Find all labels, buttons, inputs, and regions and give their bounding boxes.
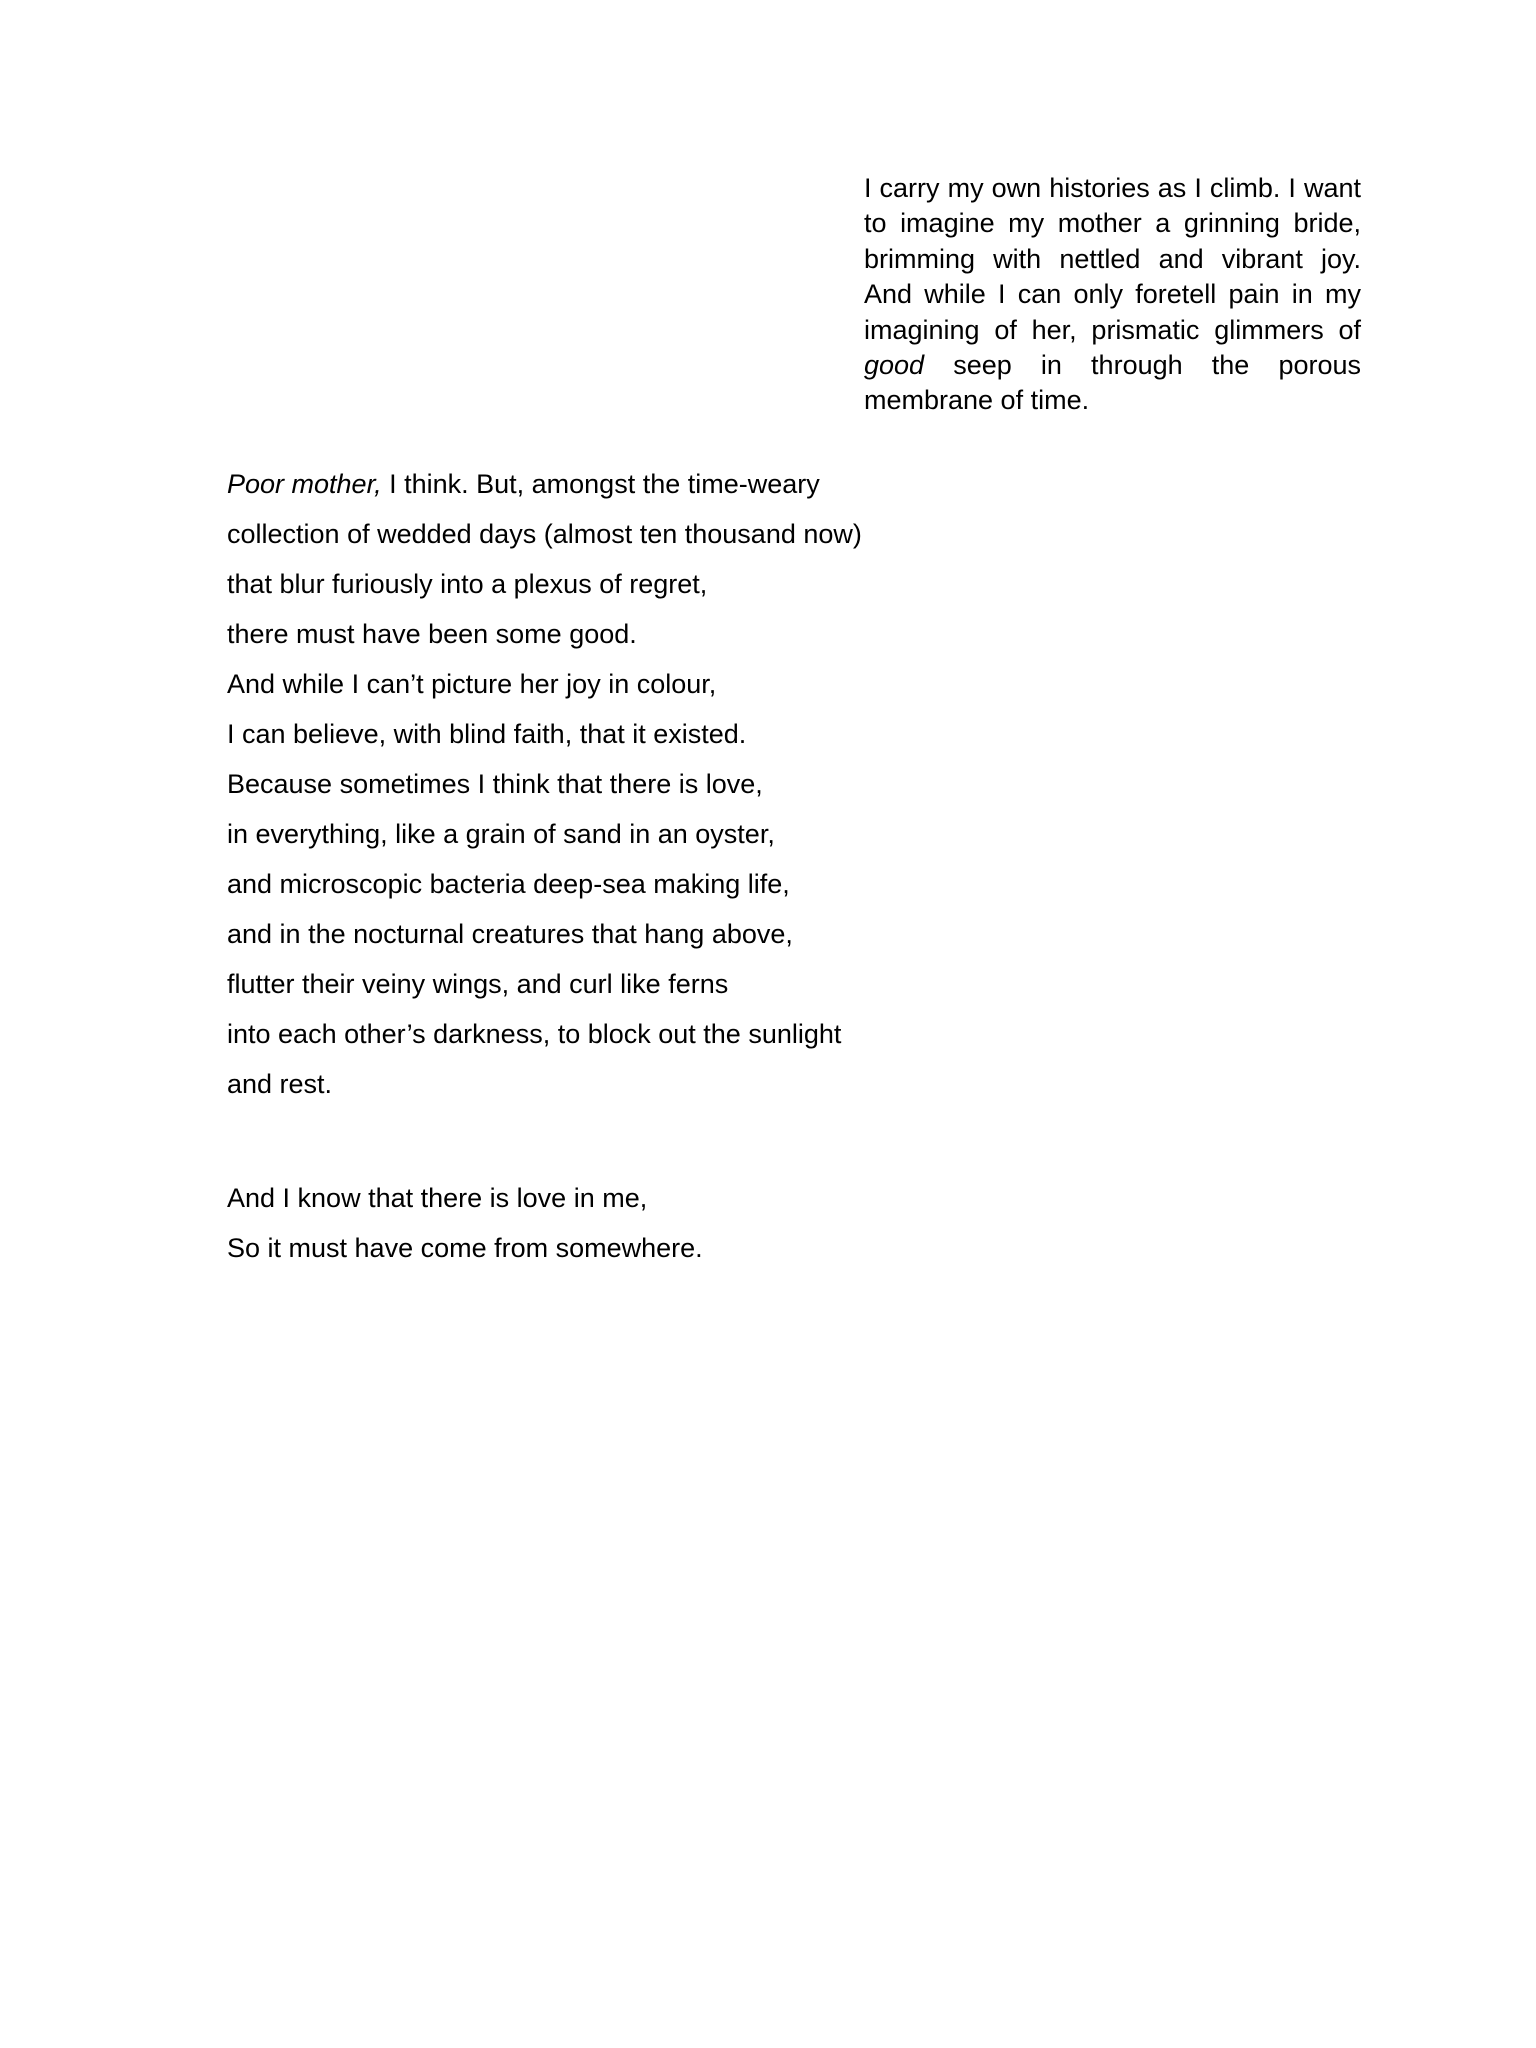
poem-stanza-1 (227, 459, 862, 1109)
poem-stanza-2 (227, 1173, 703, 1273)
poem-line: And I know that there is love in me, (227, 1183, 648, 1213)
poem-line-rest: I think. But, amongst the time-weary (381, 469, 820, 499)
poem-line: and rest. (227, 1069, 333, 1099)
prose-text-start: I carry my own histories as I climb. I want to imagine my mother a grinning bride, brimming with nettled and vibrant joy. And while I can only foretell pain in my imagining of her, prismatic glimmers of (864, 173, 1361, 345)
prose-paragraph (864, 171, 1361, 419)
poem-line: that blur furiously into a plexus of regret, (227, 569, 708, 599)
poem-line: And while I can’t picture her joy in colour, (227, 669, 717, 699)
poem-line (227, 459, 862, 509)
poem-line: So it must have come from somewhere. (227, 1233, 703, 1263)
poem-line: I can believe, with blind faith, that it existed. (227, 719, 747, 749)
poem-line: and microscopic bacteria deep-sea making life, (227, 869, 790, 899)
poem-line: flutter their veiny wings, and curl like ferns (227, 969, 729, 999)
prose-emphasis: good (864, 350, 925, 381)
poem-line: into each other’s darkness, to block out the sunlight (227, 1019, 842, 1049)
poem-line: Because sometimes I think that there is love, (227, 769, 763, 799)
prose-text-end: seep in through the porous membrane of time. (864, 350, 1361, 416)
poem-line: and in the nocturnal creatures that hang above, (227, 919, 793, 949)
poem-line: in everything, like a grain of sand in an oyster, (227, 819, 775, 849)
poem-line: there must have been some good. (227, 619, 637, 649)
poem-line: collection of wedded days (almost ten thousand now) (227, 519, 862, 549)
poem-emphasis: Poor mother, (227, 469, 382, 499)
